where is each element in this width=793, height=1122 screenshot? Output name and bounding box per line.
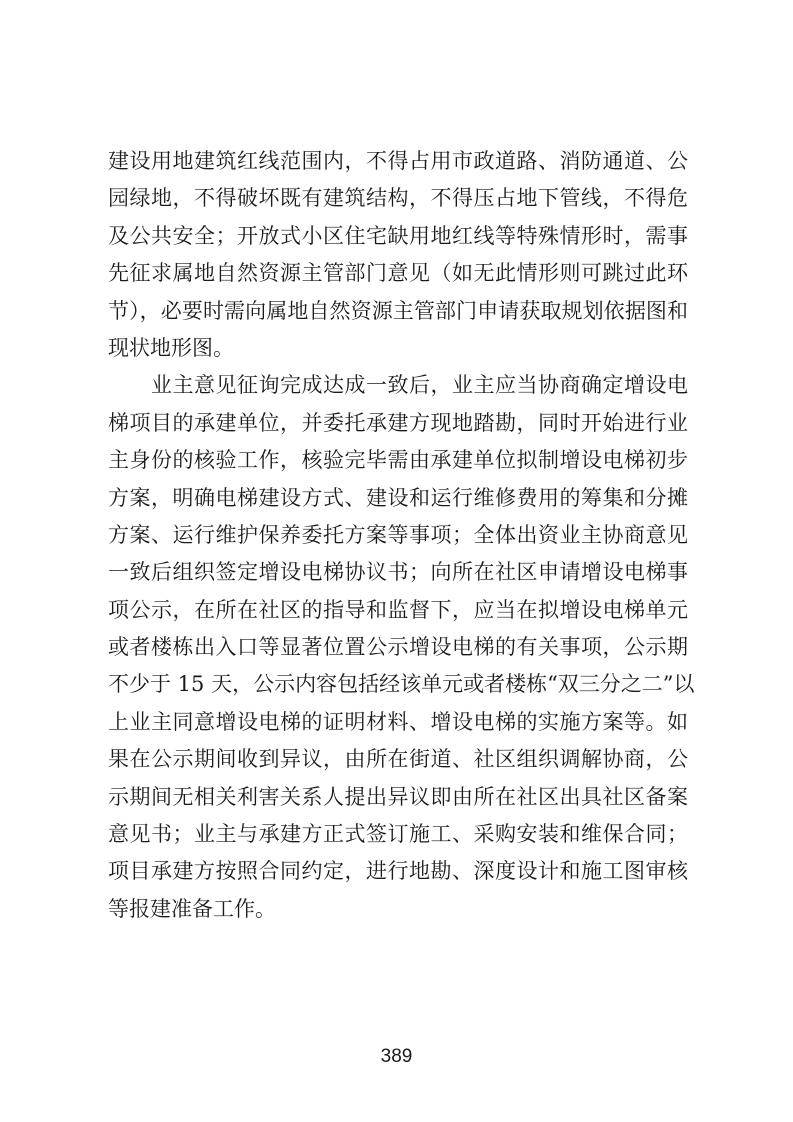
text-line: 节），必要时需向属地自然资源主管部门申请获取规划依据图和 xyxy=(108,298,688,323)
text-line: 及公共安全；开放式小区住宅缺用地红线等特殊情形时，需事 xyxy=(108,223,688,248)
page-number: 389 xyxy=(380,1046,413,1067)
text-line: 现状地形图。 xyxy=(108,335,234,360)
text-line: 等报建准备工作。 xyxy=(108,896,276,921)
text-line: 上业主同意增设电梯的证明材料、增设电梯的实施方案等。如 xyxy=(108,709,688,734)
text-line: 先征求属地自然资源主管部门意见（如无此情形则可跳过此环 xyxy=(108,261,688,286)
text-line: 梯项目的承建单位，并委托承建方现地踏勘，同时开始进行业 xyxy=(108,410,688,435)
text-line: 业主意见征询完成达成一致后，业主应当协商确定增设电 xyxy=(108,373,688,398)
text-line: 方案、运行维护保养委托方案等事项；全体出资业主协商意见 xyxy=(108,522,688,547)
text-line: 意见书；业主与承建方正式签订施工、采购安装和维保合同； xyxy=(108,822,688,847)
text-line: 不少于 15 天，公示内容包括经该单元或者楼栋“双三分之二”以 xyxy=(108,672,695,697)
text-line: 示期间无相关利害关系人提出异议即由所在社区出具社区备案 xyxy=(108,784,688,809)
text-line: 果在公示期间收到异议，由所在街道、社区组织调解协商，公 xyxy=(108,747,688,772)
text-line: 园绿地，不得破坏既有建筑结构，不得压占地下管线，不得危 xyxy=(108,186,688,211)
text-line: 一致后组织签定增设电梯协议书；向所在社区申请增设电梯事 xyxy=(108,560,688,585)
paragraph-1 xyxy=(108,143,688,367)
paragraph-2 xyxy=(108,367,695,928)
text-line: 主身份的核验工作，核验完毕需由承建单位拟制增设电梯初步 xyxy=(108,448,688,473)
text-line: 建设用地建筑红线范围内，不得占用市政道路、消防通道、公 xyxy=(108,149,688,173)
text-line: 项公示，在所在社区的指导和监督下，应当在拟增设电梯单元 xyxy=(108,597,688,622)
body-text xyxy=(108,143,695,928)
text-line: 或者楼栋出入口等显著位置公示增设电梯的有关事项，公示期 xyxy=(108,635,688,660)
text-line: 项目承建方按照合同约定，进行地勘、深度设计和施工图审核 xyxy=(108,859,688,884)
text-line: 方案，明确电梯建设方式、建设和运行维修费用的筹集和分摊 xyxy=(108,485,688,510)
